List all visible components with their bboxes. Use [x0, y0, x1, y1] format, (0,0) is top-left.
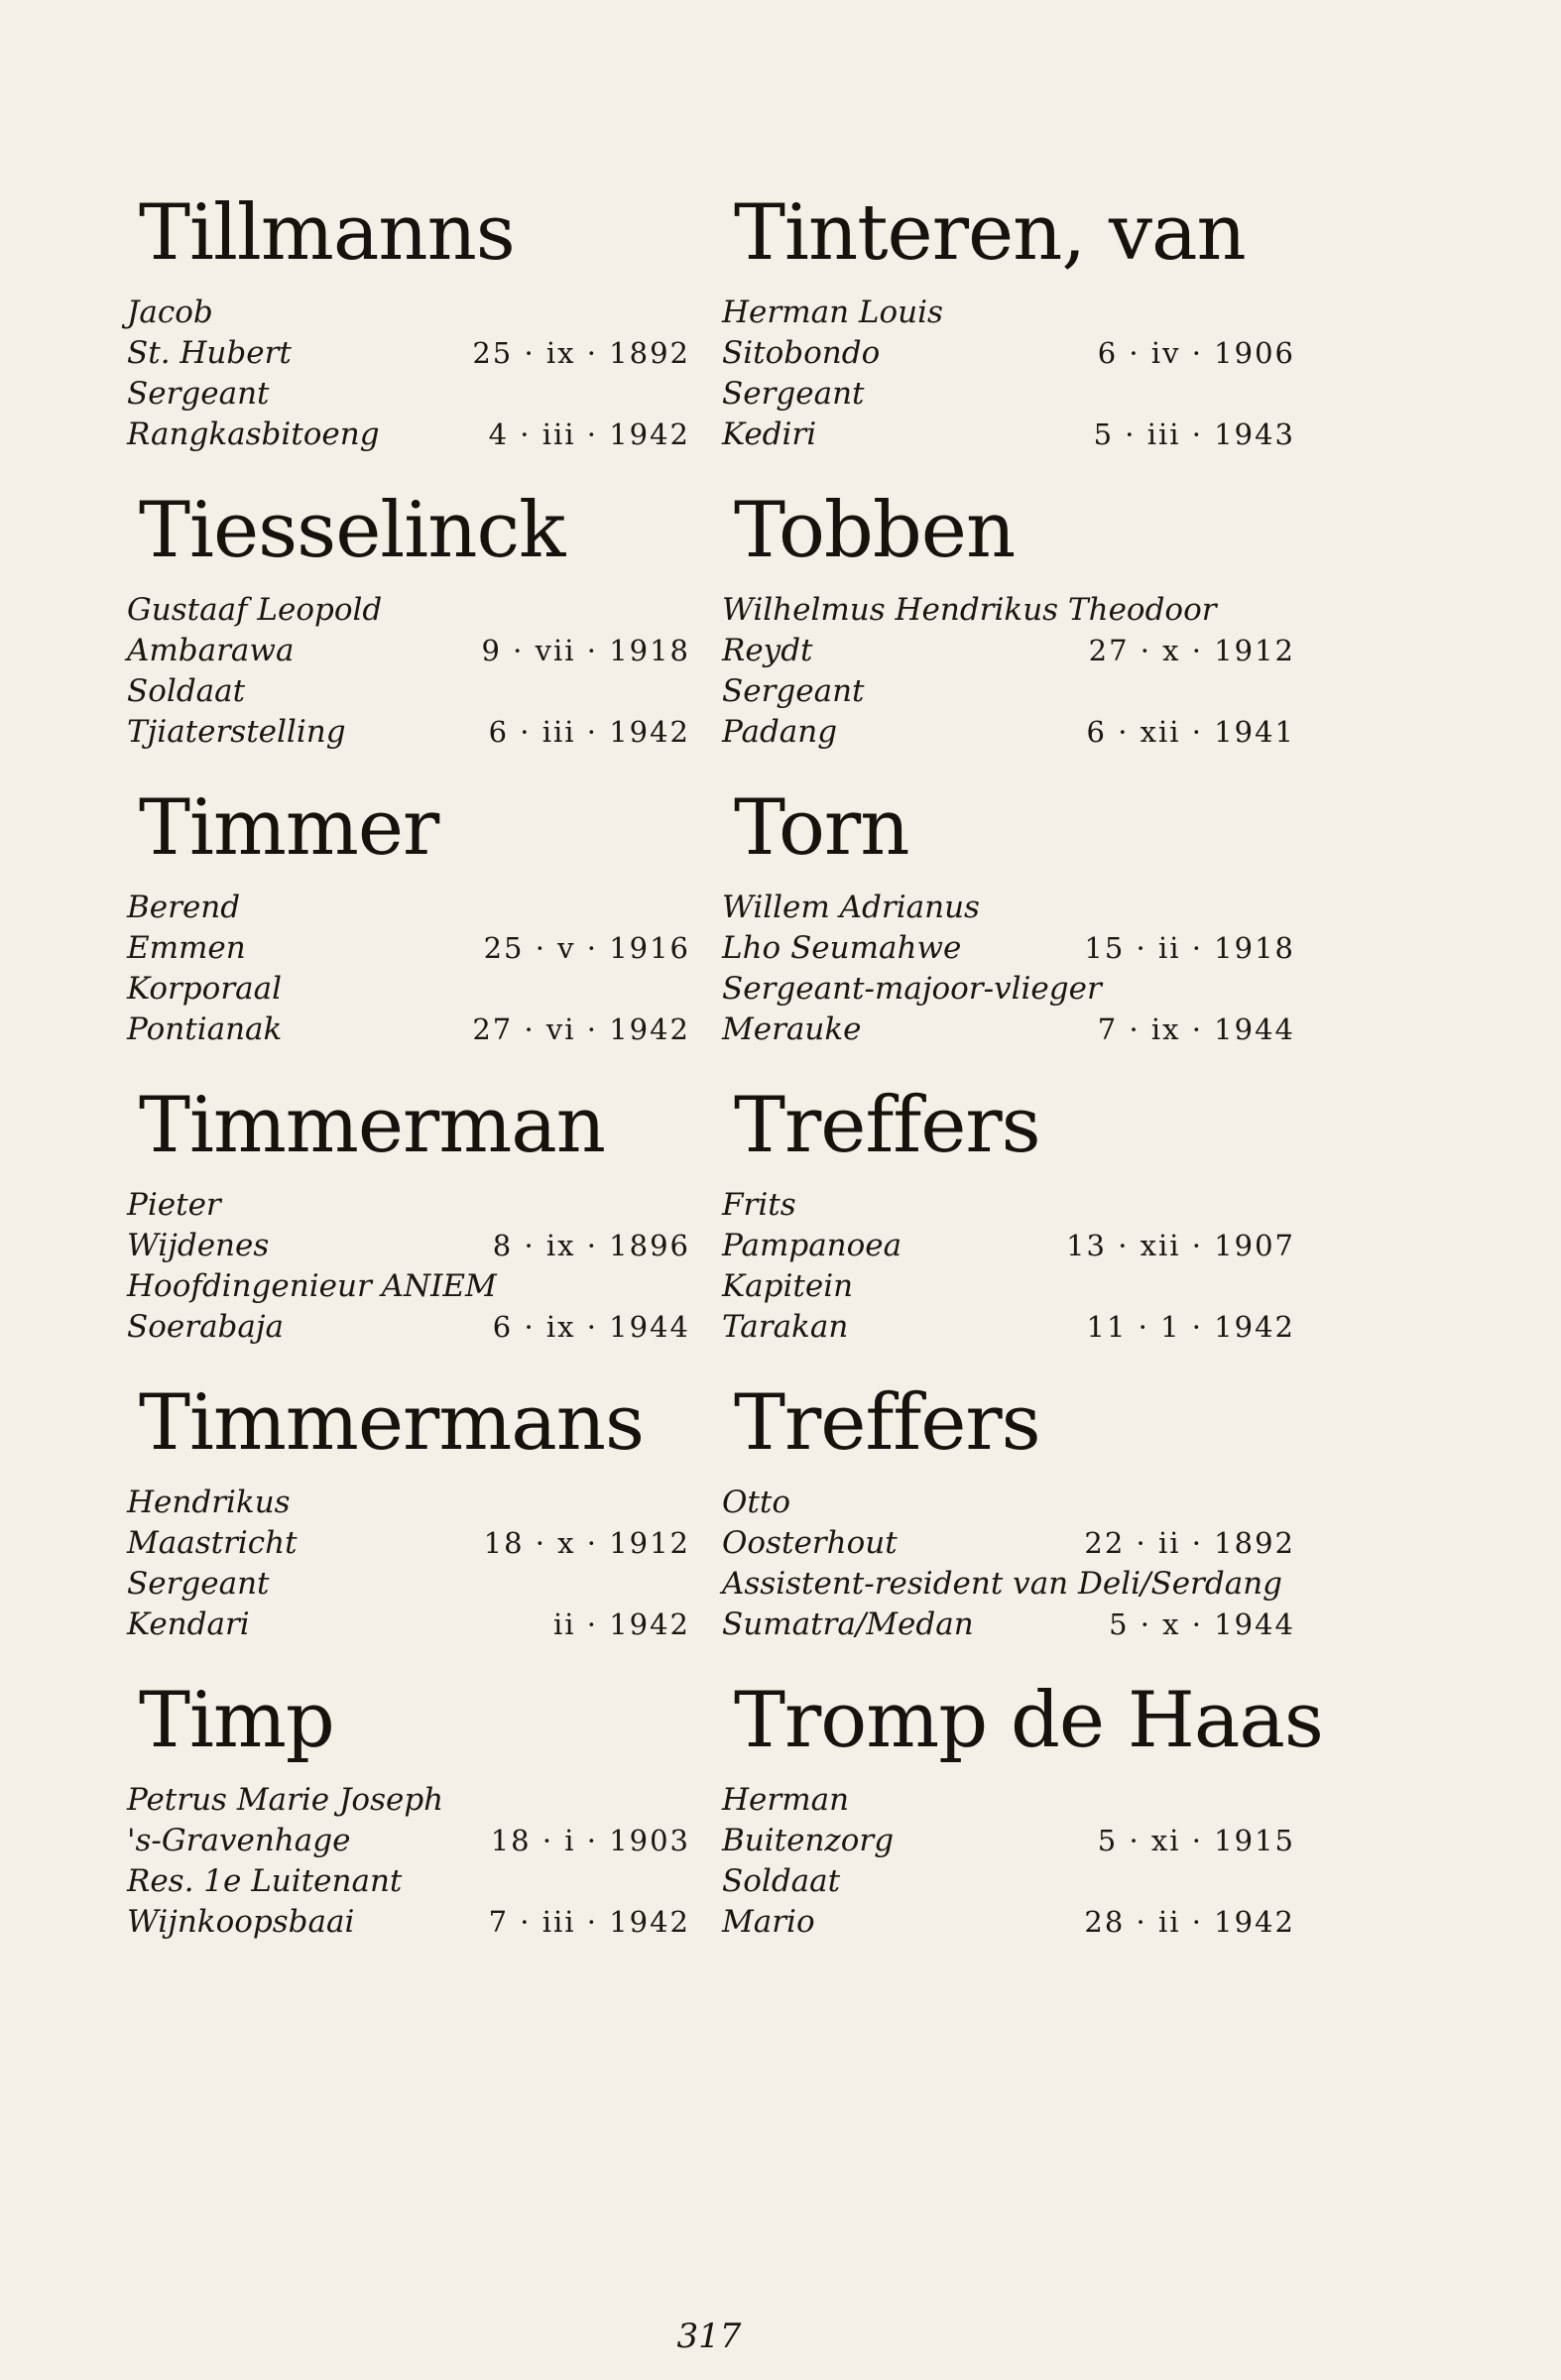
death-place: Tjiaterstelling	[127, 714, 346, 750]
entry-details	[127, 293, 692, 455]
death-date: 11 · 1 · 1942	[1086, 1310, 1295, 1344]
death-place: Padang	[722, 714, 838, 750]
death-date: 6 · xii · 1941	[1086, 715, 1295, 749]
death-place: Pontianak	[127, 1012, 283, 1047]
birth-date: 25 · ix · 1892	[472, 336, 690, 370]
given-names-line	[722, 590, 1297, 631]
entry	[722, 476, 1297, 774]
birth-place: Sitobondo	[722, 335, 881, 371]
surname-heading: Tobben	[734, 486, 1016, 575]
entry	[722, 774, 1297, 1071]
birth-date: 13 · xii · 1907	[1066, 1229, 1295, 1262]
death-place: Soerabaja	[127, 1309, 284, 1345]
birth-line	[722, 928, 1297, 969]
rank: Soldaat	[127, 673, 246, 709]
rank-line	[127, 671, 692, 712]
rank-line	[722, 374, 1297, 415]
rank: Sergeant	[722, 376, 865, 412]
entry-details	[722, 888, 1297, 1050]
entry	[127, 1368, 692, 1666]
death-line	[722, 1307, 1297, 1348]
rank: Sergeant-majoor-vlieger	[722, 971, 1102, 1007]
birth-place: Reydt	[722, 633, 813, 668]
birth-place: Ambarawa	[127, 633, 295, 668]
death-date: ii · 1942	[552, 1607, 690, 1641]
birth-place: Wijdenes	[127, 1228, 270, 1263]
surname-heading: Tinteren, van	[734, 188, 1246, 278]
birth-line	[722, 1821, 1297, 1861]
rank: Kapitein	[722, 1268, 854, 1304]
given-names-line	[127, 1483, 692, 1523]
rank: Res. 1e Luitenant	[127, 1863, 403, 1899]
right-column	[722, 178, 1323, 1964]
entry	[722, 1071, 1297, 1368]
death-place: Mario	[722, 1904, 815, 1940]
rank: Sergeant	[127, 376, 270, 412]
death-date: 4 · iii · 1942	[488, 417, 690, 451]
given-names-line	[722, 1483, 1297, 1523]
entry-details	[127, 1483, 692, 1645]
birth-date: 25 · v · 1916	[483, 931, 690, 965]
death-date: 7 · ix · 1944	[1097, 1012, 1295, 1046]
birth-line	[127, 1226, 692, 1266]
entry	[722, 178, 1297, 476]
entry-details	[722, 1780, 1297, 1943]
given-names-line	[127, 1185, 692, 1226]
rank-line	[722, 671, 1297, 712]
rank-line	[127, 374, 692, 415]
rank: Sergeant	[722, 673, 865, 709]
rank: Korporaal	[127, 971, 283, 1007]
birth-line	[722, 1226, 1297, 1266]
entry	[127, 476, 692, 774]
surname-heading: Treffers	[734, 1378, 1040, 1468]
death-line	[722, 415, 1297, 455]
death-place: Sumatra/Medan	[722, 1606, 974, 1642]
entry-details	[722, 1483, 1297, 1645]
rank-line	[722, 1266, 1297, 1307]
birth-date: 27 · x · 1912	[1088, 634, 1295, 667]
death-line	[127, 415, 692, 455]
birth-place: Pampanoea	[722, 1228, 902, 1263]
death-line	[127, 1010, 692, 1050]
death-date: 27 · vi · 1942	[472, 1012, 690, 1046]
birth-place: Lho Seumahwe	[722, 930, 962, 966]
birth-place: St. Hubert	[127, 335, 292, 371]
death-line	[722, 712, 1297, 753]
rank-line	[127, 1266, 692, 1307]
surname-heading: Tromp de Haas	[734, 1676, 1323, 1765]
given-names: Willem Adrianus	[722, 890, 980, 925]
death-date: 28 · ii · 1942	[1084, 1905, 1295, 1939]
entry	[722, 1368, 1297, 1666]
death-line	[722, 1010, 1297, 1050]
rank-line	[722, 969, 1297, 1010]
birth-place: 's-Gravenhage	[127, 1823, 351, 1858]
birth-date: 8 · ix · 1896	[492, 1229, 690, 1262]
death-place: Rangkasbitoeng	[127, 416, 380, 452]
birth-line	[722, 333, 1297, 374]
given-names-line	[722, 1780, 1297, 1821]
surname-heading: Treffers	[734, 1081, 1040, 1170]
birth-date: 22 · ii · 1892	[1084, 1526, 1295, 1560]
birth-date: 15 · ii · 1918	[1084, 931, 1295, 965]
death-date: 6 · ix · 1944	[492, 1310, 690, 1344]
surname-heading: Timmerman	[139, 1081, 606, 1170]
birth-date: 5 · xi · 1915	[1097, 1824, 1295, 1857]
given-names-line	[127, 590, 692, 631]
entry-details	[722, 293, 1297, 455]
death-place: Tarakan	[722, 1309, 849, 1345]
given-names-line	[722, 293, 1297, 333]
given-names-line	[722, 888, 1297, 928]
rank-line	[722, 1564, 1297, 1605]
given-names: Pieter	[127, 1187, 221, 1223]
given-names: Herman	[722, 1782, 850, 1818]
entry-details	[127, 1780, 692, 1943]
death-date: 6 · iii · 1942	[488, 715, 690, 749]
given-names-line	[127, 1780, 692, 1821]
birth-line	[127, 333, 692, 374]
death-date: 7 · iii · 1942	[488, 1905, 690, 1939]
death-line	[722, 1605, 1297, 1645]
surname-heading: Tiesselinck	[139, 486, 565, 575]
entry	[127, 178, 692, 476]
page-number: 317	[676, 2317, 742, 2356]
entry	[127, 1666, 692, 1964]
birth-date: 9 · vii · 1918	[481, 634, 690, 667]
birth-line	[127, 1523, 692, 1564]
rank-line	[127, 1861, 692, 1902]
given-names: Frits	[722, 1187, 796, 1223]
death-line	[127, 712, 692, 753]
surname-heading: Timmermans	[139, 1378, 645, 1468]
death-place: Merauke	[722, 1012, 862, 1047]
death-line	[127, 1902, 692, 1943]
given-names-line	[722, 1185, 1297, 1226]
given-names-line	[127, 888, 692, 928]
rank-line	[127, 969, 692, 1010]
given-names-line	[127, 293, 692, 333]
rank: Sergeant	[127, 1566, 270, 1602]
entry-details	[722, 590, 1297, 753]
death-line	[127, 1605, 692, 1645]
entry-details	[722, 1185, 1297, 1348]
given-names: Hendrikus	[127, 1485, 291, 1520]
given-names: Berend	[127, 890, 241, 925]
entry	[127, 774, 692, 1071]
surname-heading: Tillmanns	[139, 188, 515, 278]
surname-heading: Torn	[734, 783, 909, 873]
birth-date: 18 · i · 1903	[490, 1824, 690, 1857]
birth-line	[127, 631, 692, 671]
rank: Assistent-resident van Deli/Serdang	[722, 1566, 1283, 1602]
death-place: Wijnkoopsbaai	[127, 1904, 355, 1940]
death-place: Kendari	[127, 1606, 250, 1642]
death-place: Kediri	[722, 416, 817, 452]
entry	[722, 1666, 1323, 1964]
given-names: Otto	[722, 1485, 790, 1520]
birth-line	[127, 1821, 692, 1861]
given-names: Wilhelmus Hendrikus Theodoor	[722, 592, 1217, 628]
birth-line	[127, 928, 692, 969]
death-date: 5 · iii · 1943	[1093, 417, 1295, 451]
entry	[127, 1071, 692, 1368]
death-line	[722, 1902, 1297, 1943]
rank: Hoofdingenieur ANIEM	[127, 1268, 497, 1304]
birth-place: Maastricht	[127, 1525, 298, 1561]
rank: Soldaat	[722, 1863, 841, 1899]
given-names: Jacob	[127, 295, 213, 330]
birth-date: 6 · iv · 1906	[1097, 336, 1295, 370]
entry-details	[127, 590, 692, 753]
rank-line	[722, 1861, 1297, 1902]
death-line	[127, 1307, 692, 1348]
entry-details	[127, 1185, 692, 1348]
death-date: 5 · x · 1944	[1109, 1607, 1295, 1641]
birth-place: Buitenzorg	[722, 1823, 895, 1858]
given-names: Petrus Marie Joseph	[127, 1782, 444, 1818]
surname-heading: Timmer	[139, 783, 439, 873]
birth-date: 18 · x · 1912	[483, 1526, 690, 1560]
left-column	[127, 178, 692, 1964]
entry-details	[127, 888, 692, 1050]
birth-place: Emmen	[127, 930, 246, 966]
birth-line	[722, 631, 1297, 671]
birth-line	[722, 1523, 1297, 1564]
rank-line	[127, 1564, 692, 1605]
given-names: Herman Louis	[722, 295, 943, 330]
birth-place: Oosterhout	[722, 1525, 898, 1561]
surname-heading: Timp	[139, 1676, 334, 1765]
given-names: Gustaaf Leopold	[127, 592, 383, 628]
